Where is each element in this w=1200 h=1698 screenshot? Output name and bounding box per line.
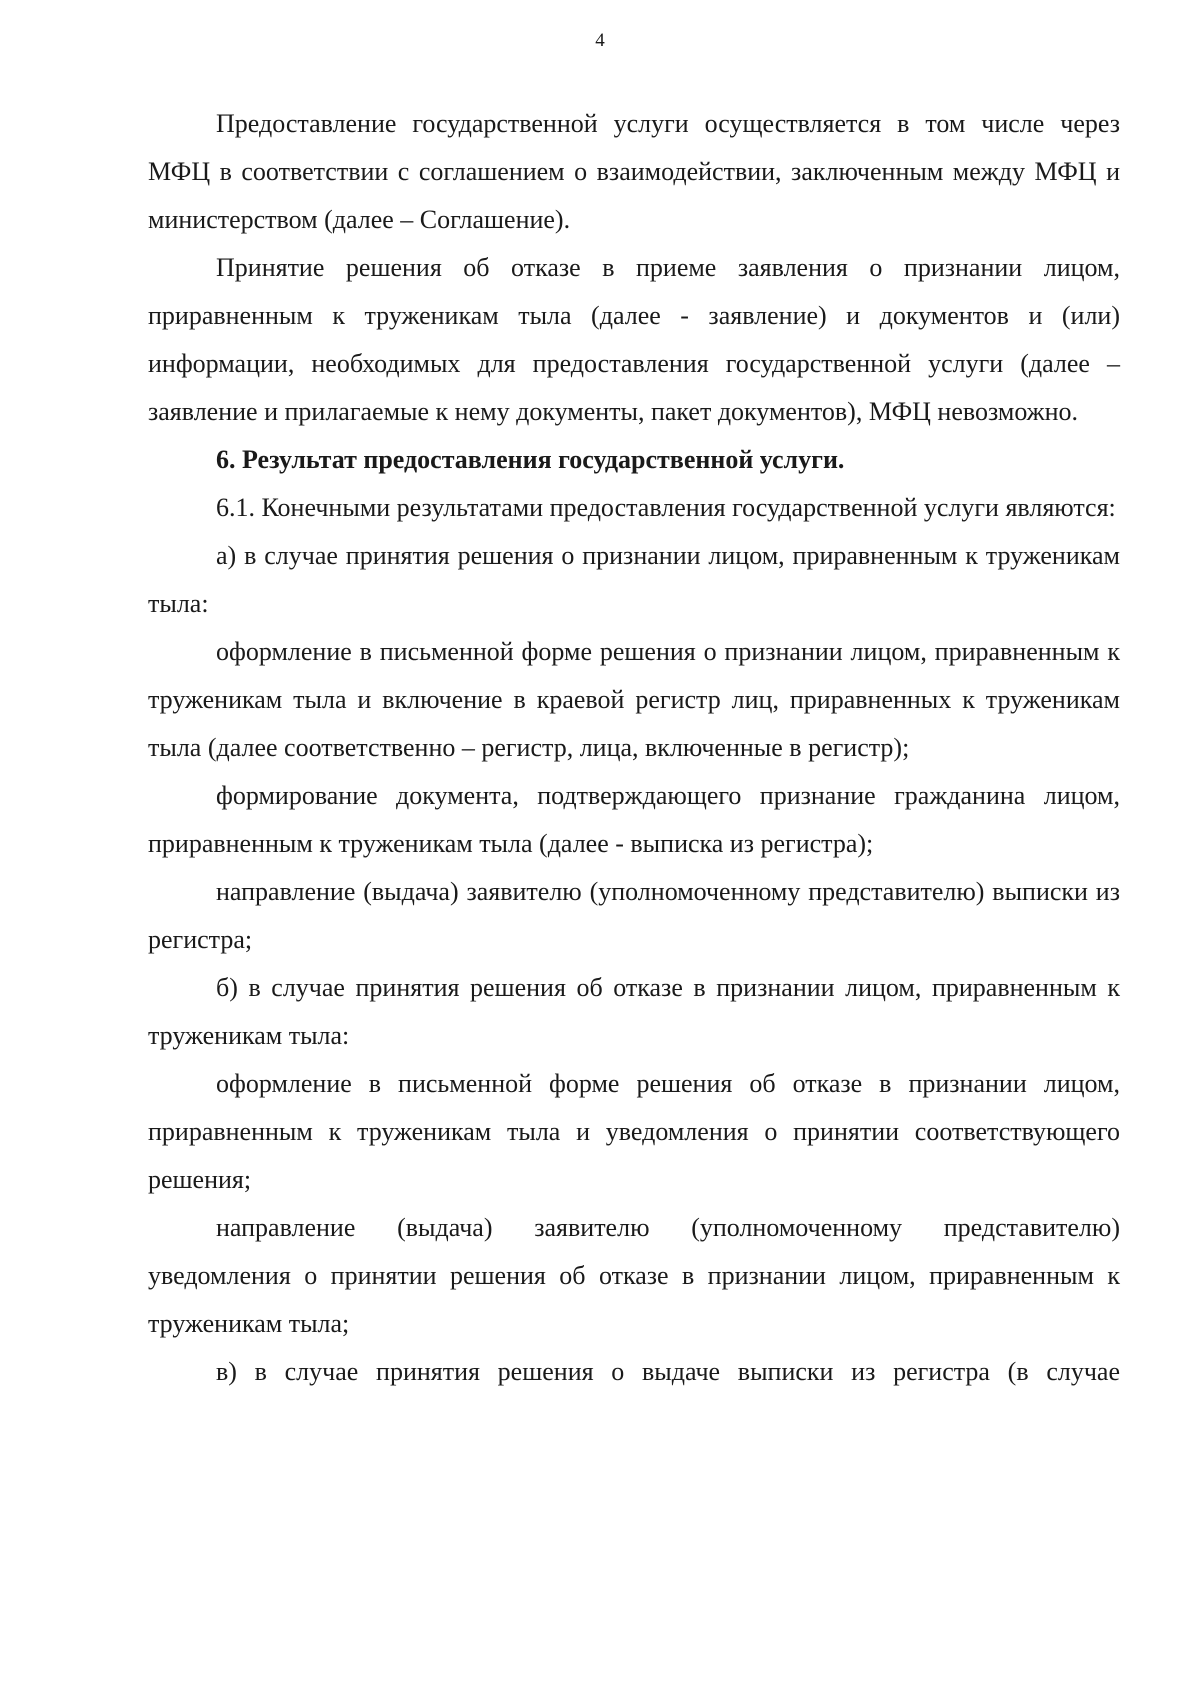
paragraph-registration-decision: оформление в письменной форме решения о признании лицом, приравненным к труженикам тыла и включение в краевой регистр лиц, приравненных к труженикам тыла (далее соответственно – регистр, лица, включенные в регистр);: [148, 637, 1120, 762]
paragraph-6-1: 6.1. Конечными результатами предоставления государственной услуги являются:: [216, 493, 1116, 522]
paragraph-mfc-service: Предоставление государственной услуги осуществляется в том числе через МФЦ в соответствии с соглашением о взаимодействии, заключенным между МФЦ и министерством (далее – Соглашение).: [148, 109, 1120, 234]
page-number: 4: [595, 30, 605, 51]
paragraph-extract-forming: формирование документа, подтверждающего признание гражданина лицом, приравненным к труженикам тыла (далее - выписка из регистра);: [148, 781, 1120, 858]
paragraph-item-v: в) в случае принятия решения о выдаче выписки из регистра (в случае: [216, 1357, 1120, 1386]
document-body: [148, 100, 1120, 1396]
section-heading-result: 6. Результат предоставления государственной услуги.: [216, 445, 845, 474]
paragraph-item-b: б) в случае принятия решения об отказе в признании лицом, приравненным к труженикам тыла:: [148, 973, 1120, 1050]
paragraph-notification-delivery: направление (выдача) заявителю (уполномоченному представителю) уведомления о принятии решения об отказе в признании лицом, приравненным к труженикам тыла;: [148, 1213, 1120, 1338]
paragraph-refusal-decision: оформление в письменной форме решения об отказе в признании лицом, приравненным к труженикам тыла и уведомления о принятии соответствующего решения;: [148, 1069, 1120, 1194]
paragraph-extract-delivery: направление (выдача) заявителю (уполномоченному представителю) выписки из регистра;: [148, 877, 1120, 954]
paragraph-refusal-impossible: Принятие решения об отказе в приеме заявления о признании лицом, приравненным к труженикам тыла (далее - заявление) и документов и (или) информации, необходимых для предоставления государственной услуги (далее – заявление и прилагаемые к нему документы, пакет документов), МФЦ невозможно.: [148, 253, 1120, 426]
paragraph-item-a: а) в случае принятия решения о признании лицом, приравненным к труженикам тыла:: [148, 541, 1120, 618]
